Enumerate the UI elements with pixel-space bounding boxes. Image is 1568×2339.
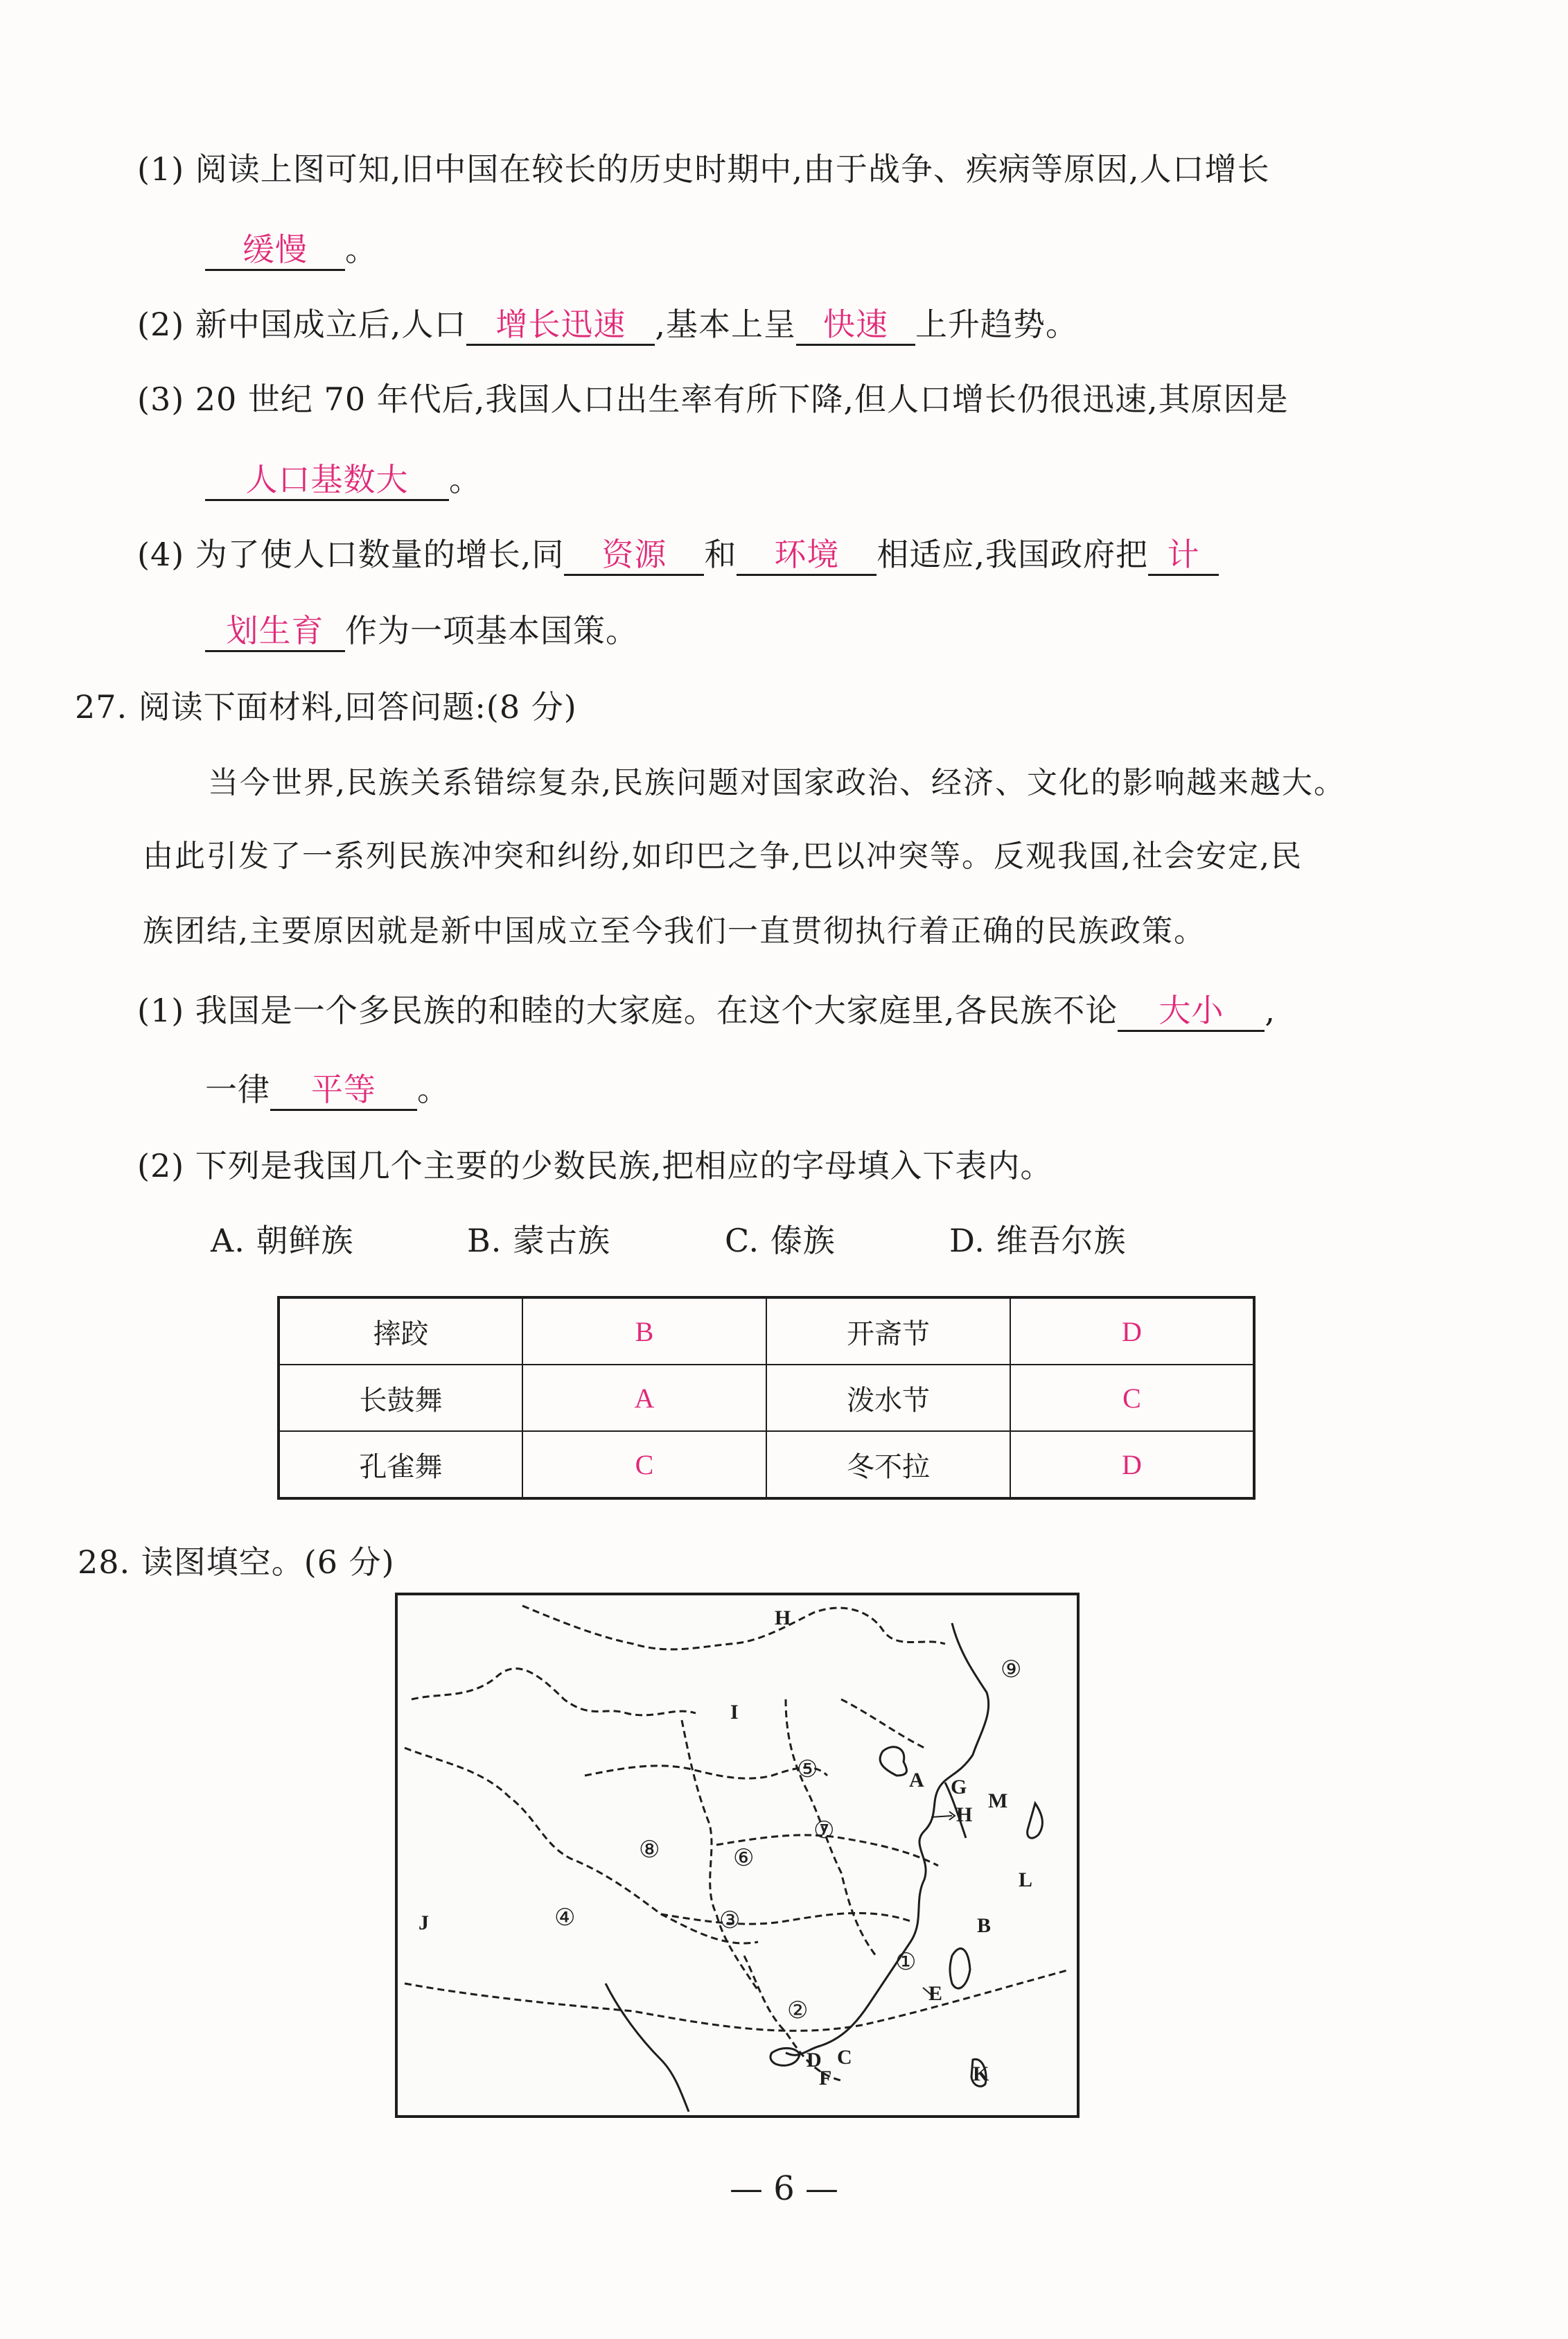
q27-part1-line2: 一律 平等 。 bbox=[205, 1069, 450, 1111]
china-map-drawing bbox=[398, 1595, 1077, 2115]
map-number-1: ① bbox=[895, 1948, 917, 1976]
northwest-border bbox=[412, 1669, 696, 1715]
q27-answer-size: 大小 bbox=[1118, 991, 1265, 1032]
q26-answer-plan-a: 计 bbox=[1148, 535, 1219, 576]
q26-part1 bbox=[137, 148, 1270, 190]
table-row bbox=[279, 1431, 1254, 1498]
table-answer-cell: D bbox=[1010, 1431, 1254, 1498]
q26-part3: (3) 20 世纪 70 年代后,我国人口出生率有所下降,但人口增长仍很迅速,其原因是 bbox=[137, 380, 1289, 418]
table-row bbox=[279, 1365, 1254, 1431]
page-number: — 6 — bbox=[729, 2169, 839, 2208]
q26-answer-base: 人口基数大 bbox=[205, 460, 449, 501]
table-cell: 开斋节 bbox=[766, 1297, 1010, 1365]
coastline bbox=[606, 1623, 1042, 2112]
bohai-bay bbox=[880, 1747, 906, 1776]
table-cell: 长鼓舞 bbox=[279, 1365, 522, 1431]
province-line-1 bbox=[585, 1766, 827, 1778]
taiwan bbox=[950, 1949, 970, 1988]
tropic-line bbox=[405, 1970, 1070, 2031]
ethnic-table bbox=[277, 1296, 1256, 1500]
q26-answer-fast: 快速 bbox=[796, 305, 915, 346]
table-cell: 冬不拉 bbox=[766, 1431, 1010, 1498]
table-answer-cell: B bbox=[522, 1297, 766, 1365]
arrow-h-east bbox=[931, 1816, 952, 1817]
table-answer-cell: C bbox=[522, 1431, 766, 1498]
q27-part2: (2) 下列是我国几个主要的少数民族,把相应的字母填入下表内。 bbox=[137, 1147, 1053, 1184]
map-number-3: ③ bbox=[719, 1907, 741, 1934]
province-line-7 bbox=[841, 1699, 924, 1748]
q26-answer-slow: 缓慢 bbox=[205, 230, 345, 271]
q26-part4-line2: 划生育 作为一项基本国策。 bbox=[205, 610, 638, 652]
north-border bbox=[522, 1606, 945, 1649]
map-label-A: A bbox=[909, 1769, 924, 1792]
southwest-border bbox=[606, 1983, 689, 2112]
q27-material-line1: 当今世界,民族关系错综复杂,民族问题对国家政治、经济、文化的影响越来越大。 bbox=[208, 765, 1346, 800]
province-line-5 bbox=[661, 1913, 910, 1924]
q27-option-d: D. 维吾尔族 bbox=[949, 1222, 1127, 1259]
map-number-6: ⑥ bbox=[733, 1844, 755, 1872]
tibet-border bbox=[405, 1748, 758, 1943]
japan-island bbox=[1028, 1803, 1043, 1838]
map-label-I: I bbox=[730, 1701, 739, 1724]
q27-answer-equal: 平等 bbox=[270, 1070, 417, 1111]
map-label-L: L bbox=[1019, 1868, 1033, 1891]
table-cell: 孔雀舞 bbox=[279, 1431, 522, 1498]
table-row bbox=[279, 1297, 1254, 1365]
q26-part1-answer-line: 缓慢 。 bbox=[205, 229, 378, 271]
q26-part2: (2) 新中国成立后,人口 增长迅速 ,基本上呈 快速 上升趋势。 bbox=[137, 304, 1078, 346]
map-label-J: J bbox=[419, 1911, 429, 1934]
map-label-C: C bbox=[837, 2046, 852, 2069]
q26-part4: (4) 为了使人口数量的增长,同 资源 和 环境 相适应,我国政府把 计 bbox=[137, 534, 1219, 576]
map-label-H-east: H bbox=[956, 1803, 973, 1826]
border-lines bbox=[405, 1606, 1070, 2080]
q26-answer-plan-b: 划生育 bbox=[205, 611, 345, 652]
table-cell: 摔跤 bbox=[279, 1297, 522, 1365]
q27-material-line2: 由此引发了一系列民族冲突和纠纷,如印巴之争,巴以冲突等。反观我国,社会安定,民 bbox=[143, 839, 1303, 874]
map-label-M: M bbox=[988, 1789, 1008, 1812]
table-cell: 泼水节 bbox=[766, 1365, 1010, 1431]
table-answer-cell: A bbox=[522, 1365, 766, 1431]
q27-title: 27. 阅读下面材料,回答问题:(8 分) bbox=[75, 688, 577, 726]
q26-answer-growth: 增长迅速 bbox=[466, 305, 655, 346]
table-answer-cell: D bbox=[1010, 1297, 1254, 1365]
map-number-2: ② bbox=[787, 1997, 809, 2024]
hainan bbox=[770, 2048, 800, 2065]
q27-option-c: C. 傣族 bbox=[725, 1222, 836, 1259]
map-number-8: ⑧ bbox=[639, 1836, 660, 1864]
map-label-H-north: H bbox=[775, 1606, 791, 1629]
q27-part1: (1) 我国是一个多民族的和睦的大家庭。在这个大家庭里,各民族不论 大小 , bbox=[137, 990, 1276, 1032]
map-number-9: ⑨ bbox=[1001, 1656, 1022, 1683]
q26-part1-text: (1) 阅读上图可知,旧中国在较长的历史时期中,由于战争、疾病等原因,人口增长 bbox=[137, 150, 1270, 188]
map-label-D: D bbox=[807, 2049, 822, 2071]
map-label-B: B bbox=[977, 1914, 992, 1937]
q27-material-line3: 族团结,主要原因就是新中国成立至今我们一直贯彻执行着正确的民族政策。 bbox=[143, 913, 1206, 949]
map-number-7: ⑦ bbox=[813, 1816, 835, 1844]
map-label-F: F bbox=[819, 2067, 832, 2090]
map-label-E: E bbox=[928, 1982, 943, 2005]
q26-answer-environment: 环境 bbox=[737, 535, 877, 576]
map-number-5: ⑤ bbox=[797, 1755, 818, 1783]
map-label-G: G bbox=[951, 1776, 967, 1798]
q26-answer-resources: 资源 bbox=[564, 535, 704, 576]
q27-option-b: B. 蒙古族 bbox=[467, 1222, 611, 1259]
table-answer-cell: C bbox=[1010, 1365, 1254, 1431]
map-number-4: ④ bbox=[554, 1904, 576, 1931]
map-label-K: K bbox=[973, 2062, 989, 2085]
q28-title: 28. 读图填空。(6 分) bbox=[78, 1543, 395, 1581]
q27-option-a: A. 朝鲜族 bbox=[211, 1222, 354, 1259]
q26-part3-answer-line: 人口基数大 。 bbox=[205, 459, 482, 501]
china-map bbox=[395, 1593, 1080, 2118]
